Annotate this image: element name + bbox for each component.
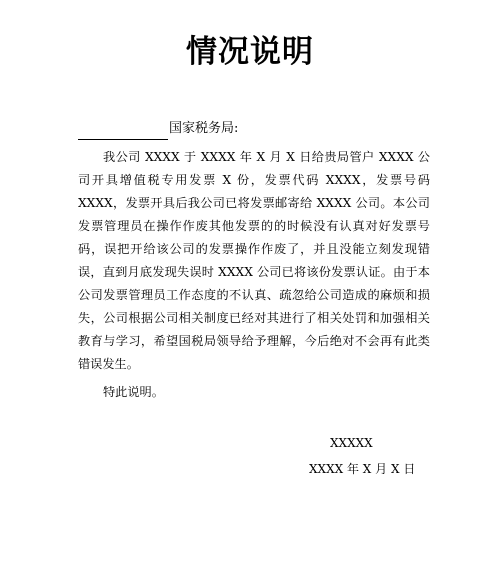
closing-text: 特此说明。 — [103, 385, 164, 399]
signer-name: XXXXX — [330, 436, 373, 450]
body-paragraph: 我公司 XXXX 于 XXXX 年 X 月 X 日给贵局管户 XXXX 公司开具增值税专用发票 X 份，发票代码 XXXX，发票号码 XXXX，发票开具后我公司已将发票邮寄给 XXXX 公司。本公司发票管理员在操作作废其他发票的的时候没有认真对好发票号码，误把开给该公司的发票操作作废了，并且没能立刻发现错误，直到月底发现失误时 XXXX 公司已将该份发票认证。由于本公司发票管理员工作态度的不认真、疏忽给公司造成的麻烦和损失，公司根据公司相关制度已经对其进行了相关处罚和加强相关教育与学习，希望国税局领导给予理解，今后绝对不会再有此类错误发生。 — [78, 150, 430, 371]
addressee-line — [78, 118, 238, 140]
addressee-text: 国家税务局: — [169, 121, 239, 136]
addressee-blank-underline — [78, 125, 168, 140]
signature-date: XXXX 年 X 月 X 日 — [309, 462, 416, 476]
document-title: 情况说明 — [186, 34, 314, 70]
